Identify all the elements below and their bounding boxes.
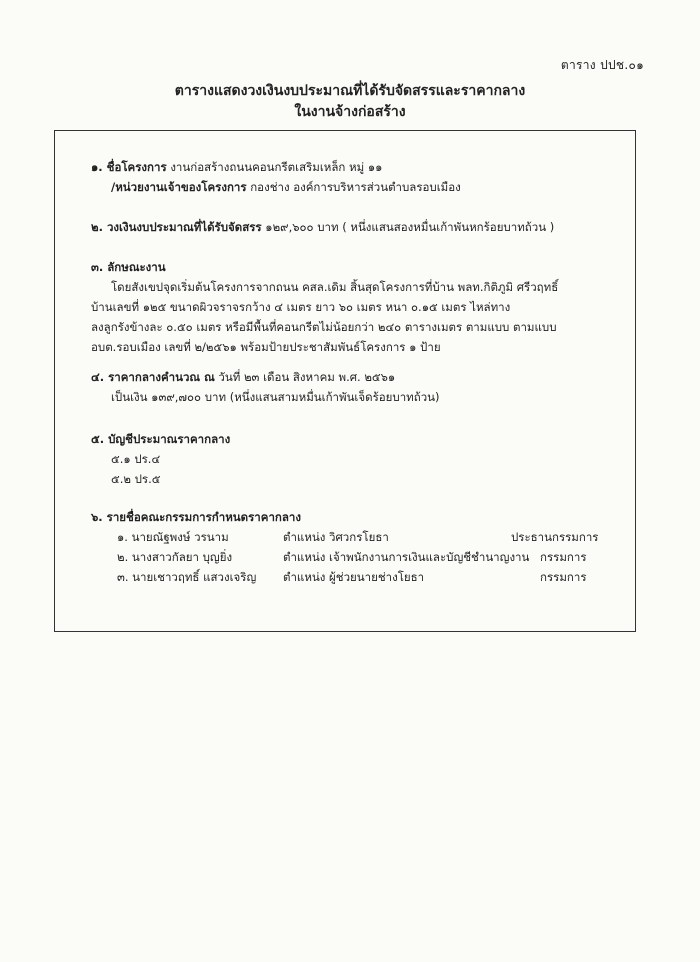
agency-name: กองช่าง องค์การบริหารส่วนตำบลรอบเมือง	[250, 180, 461, 194]
estimate-item: ๕.๑ ปร.๔	[111, 452, 161, 466]
member-role: ประธานกรรมการ	[511, 530, 599, 544]
section-5-label: ๕. บัญชีประมาณราคากลาง	[91, 432, 231, 446]
content-box	[54, 130, 636, 632]
project-name: งานก่อสร้างถนนคอนกรีตเสริมเหล็ก หมู่ ๑๑	[170, 160, 383, 174]
member-name: ๒. นางสาวกัลยา บุญยิ่ง	[117, 550, 233, 564]
work-description-line: อบต.รอบเมือง เลขที่ ๒/๒๕๖๑ พร้อมป้ายประชาสัมพันธ์โครงการ ๑ ป้าย	[91, 340, 441, 354]
agency-label: /หน่วยงานเจ้าของโครงการ	[111, 180, 247, 194]
member-role: กรรมการ	[540, 570, 587, 584]
budget-amount: ๑๒๙,๖๐๐ บาท	[265, 220, 339, 234]
section-6-label: ๖. รายชื่อคณะกรรมการกำหนดราคากลาง	[91, 510, 301, 524]
section-2-label: ๒. วงเงินงบประมาณที่ได้รับจัดสรร	[91, 220, 262, 234]
work-description-line: บ้านเลขที่ ๑๒๕ ขนาดผิวจราจรกว้าง ๔ เมตร ยาว ๖๐ เมตร หนา ๐.๑๕ เมตร ไหล่ทาง	[91, 300, 511, 314]
reference-price: เป็นเงิน ๑๓๙,๗๐๐ บาท (หนึ่งแสนสามหมื่นเก้าพันเจ็ดร้อยบาทถ้วน)	[111, 390, 440, 404]
section-1-label: ๑. ชื่อโครงการ	[91, 160, 167, 174]
section-4-line	[91, 369, 395, 387]
calculation-date: วันที่ ๒๓ เดือน สิงหาคม พ.ศ. ๒๕๖๑	[218, 370, 396, 384]
section-2-line	[91, 219, 554, 237]
member-position: ตำแหน่ง วิศวกรโยธา	[283, 530, 389, 544]
work-description-line: ลงลูกรังข้างละ ๐.๕๐ เมตร หรือมีพื้นที่คอนกรีตไม่น้อยกว่า ๒๔๐ ตารางเมตร ตามแบบ ตามแบบ	[91, 320, 557, 334]
budget-amount-words: ( หนึ่งแสนสองหมื่นเก้าพันหกร้อยบาทถ้วน )	[342, 220, 555, 234]
estimate-item: ๕.๒ ปร.๕	[111, 472, 161, 486]
member-position: ตำแหน่ง เจ้าพนักงานการเงินและบัญชีชำนาญงาน	[283, 550, 530, 564]
section-3-label: ๓. ลักษณะงาน	[91, 260, 166, 274]
member-name: ๓. นายเชาวฤทธิ์ แสวงเจริญ	[117, 570, 257, 584]
document-title: ตารางแสดงวงเงินงบประมาณที่ได้รับจัดสรรและราคากลาง	[174, 83, 526, 99]
member-name: ๑. นายณัฐพงษ์ วรนาม	[117, 530, 229, 544]
member-position: ตำแหน่ง ผู้ช่วยนายช่างโยธา	[283, 570, 425, 584]
section-4-label: ๔. ราคากลางคำนวณ ณ	[91, 370, 215, 384]
section-1-line	[91, 159, 382, 177]
member-role: กรรมการ	[540, 550, 587, 564]
form-code: ตาราง ปปช.๐๑	[560, 58, 644, 72]
work-description-line: โดยสังเขปจุดเริ่มต้นโครงการจากถนน คสล.เดิม สิ้นสุดโครงการที่บ้าน พลท.กิติภูมิ ศรีวฤทธิ์	[111, 280, 559, 294]
document-subtitle: ในงานจ้างก่อสร้าง	[294, 104, 406, 120]
agency-line	[111, 179, 461, 197]
